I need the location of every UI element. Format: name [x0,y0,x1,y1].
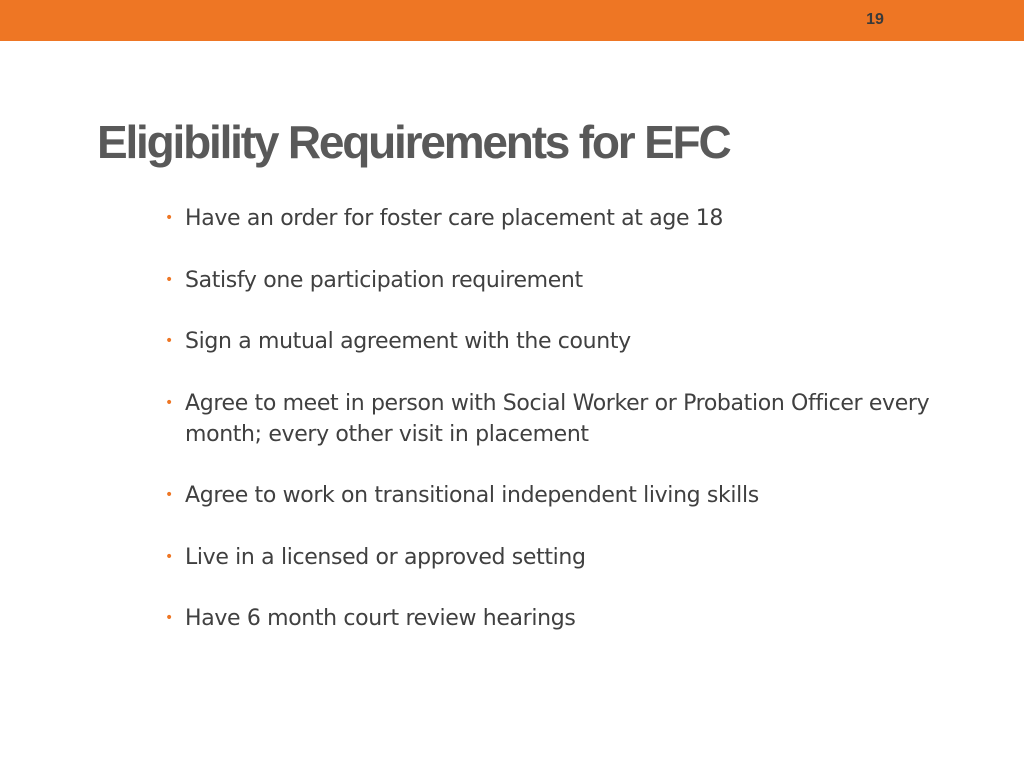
header-bar [0,0,1024,41]
bullet-text: Agree to work on transitional independent living skills [185,483,759,508]
bullet-item [160,326,960,357]
slide-title: Eligibility Requirements for EFC [97,116,730,168]
bullet-icon: • [165,271,173,288]
bullet-item [160,203,960,234]
bullet-text: Have 6 month court review hearings [185,606,576,631]
slide-number: 19 [866,11,884,28]
bullet-icon: • [165,610,173,626]
bullet-list [160,203,960,665]
bullet-item [160,265,960,296]
bullet-icon: • [165,210,173,226]
bullet-text: Satisfy one participation requirement [185,267,583,293]
bullet-text: Live in a licensed or approved setting [185,544,586,570]
bullet-icon: • [165,548,173,565]
bullet-icon: • [165,487,173,503]
bullet-icon: • [165,394,173,411]
bullet-item [160,542,960,573]
bullet-icon: • [165,333,173,349]
bullet-text: Sign a mutual agreement with the county [185,329,631,354]
bullet-item [160,480,960,511]
bullet-text: Agree to meet in person with Social Worker or Probation Officer every month; every other visit in placement [185,390,930,447]
bullet-item [160,603,960,634]
bullet-item [160,388,960,450]
bullet-text: Have an order for foster care placement at age 18 [185,206,724,231]
